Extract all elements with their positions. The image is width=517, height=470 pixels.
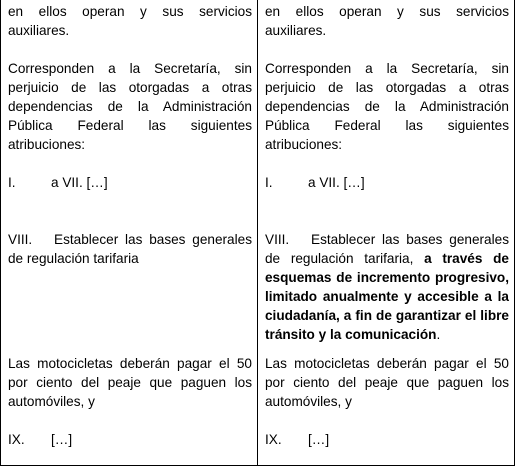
motocicletas-paragraph: Las motocicletas deberán pagar el 50 por ciento del peaje que paguen los automóviles, y [265, 356, 509, 409]
item-ix [265, 430, 509, 449]
item-text: Establecer las bases generales de regulación tarifaria [8, 232, 252, 266]
item-ix [8, 430, 252, 449]
column-divider [257, 0, 258, 465]
item-i-vii [265, 173, 509, 192]
motocicletas-paragraph: Las motocicletas deberán pagar el 50 por ciento del peaje que paguen los automóviles, y [8, 356, 252, 409]
item-numeral: VIII. [265, 232, 290, 247]
item-text: Establecer las bases generales de regulación tarifaria, [265, 232, 509, 266]
item-text: a VII. […] [308, 175, 365, 190]
item-i-vii [8, 173, 252, 192]
atribuciones-paragraph: Corresponden a la Secretaría, sin perjuicio de las otorgadas a otras dependencias de la Administración Pública Federal las siguientes atribuciones: [8, 61, 252, 152]
item-viii [265, 230, 509, 344]
item-text-end: . [436, 327, 441, 342]
item-numeral: I. [8, 175, 16, 190]
atribuciones-paragraph: Corresponden a la Secretaría, sin perjuicio de las otorgadas a otras dependencias de la Administración Pública Federal las siguientes atribuciones: [265, 61, 509, 152]
item-numeral: IX. [265, 432, 282, 447]
item-text: a VII. […] [51, 175, 108, 190]
item-numeral: I. [265, 175, 273, 190]
intro-paragraph: en ellos operan y sus servicios auxiliares. [265, 4, 509, 38]
intro-paragraph: en ellos operan y sus servicios auxiliares. [8, 4, 252, 38]
item-text-bold: a través de esquemas de incremento progresivo, limitado anualmente y accesible a la ciudadanía, a fin de garantizar el libre tránsito y la comunicación [265, 251, 509, 342]
item-viii [8, 230, 252, 268]
item-numeral: IX. [8, 432, 25, 447]
item-text: […] [51, 432, 73, 447]
item-numeral: VIII. [8, 232, 33, 247]
item-text: […] [308, 432, 330, 447]
